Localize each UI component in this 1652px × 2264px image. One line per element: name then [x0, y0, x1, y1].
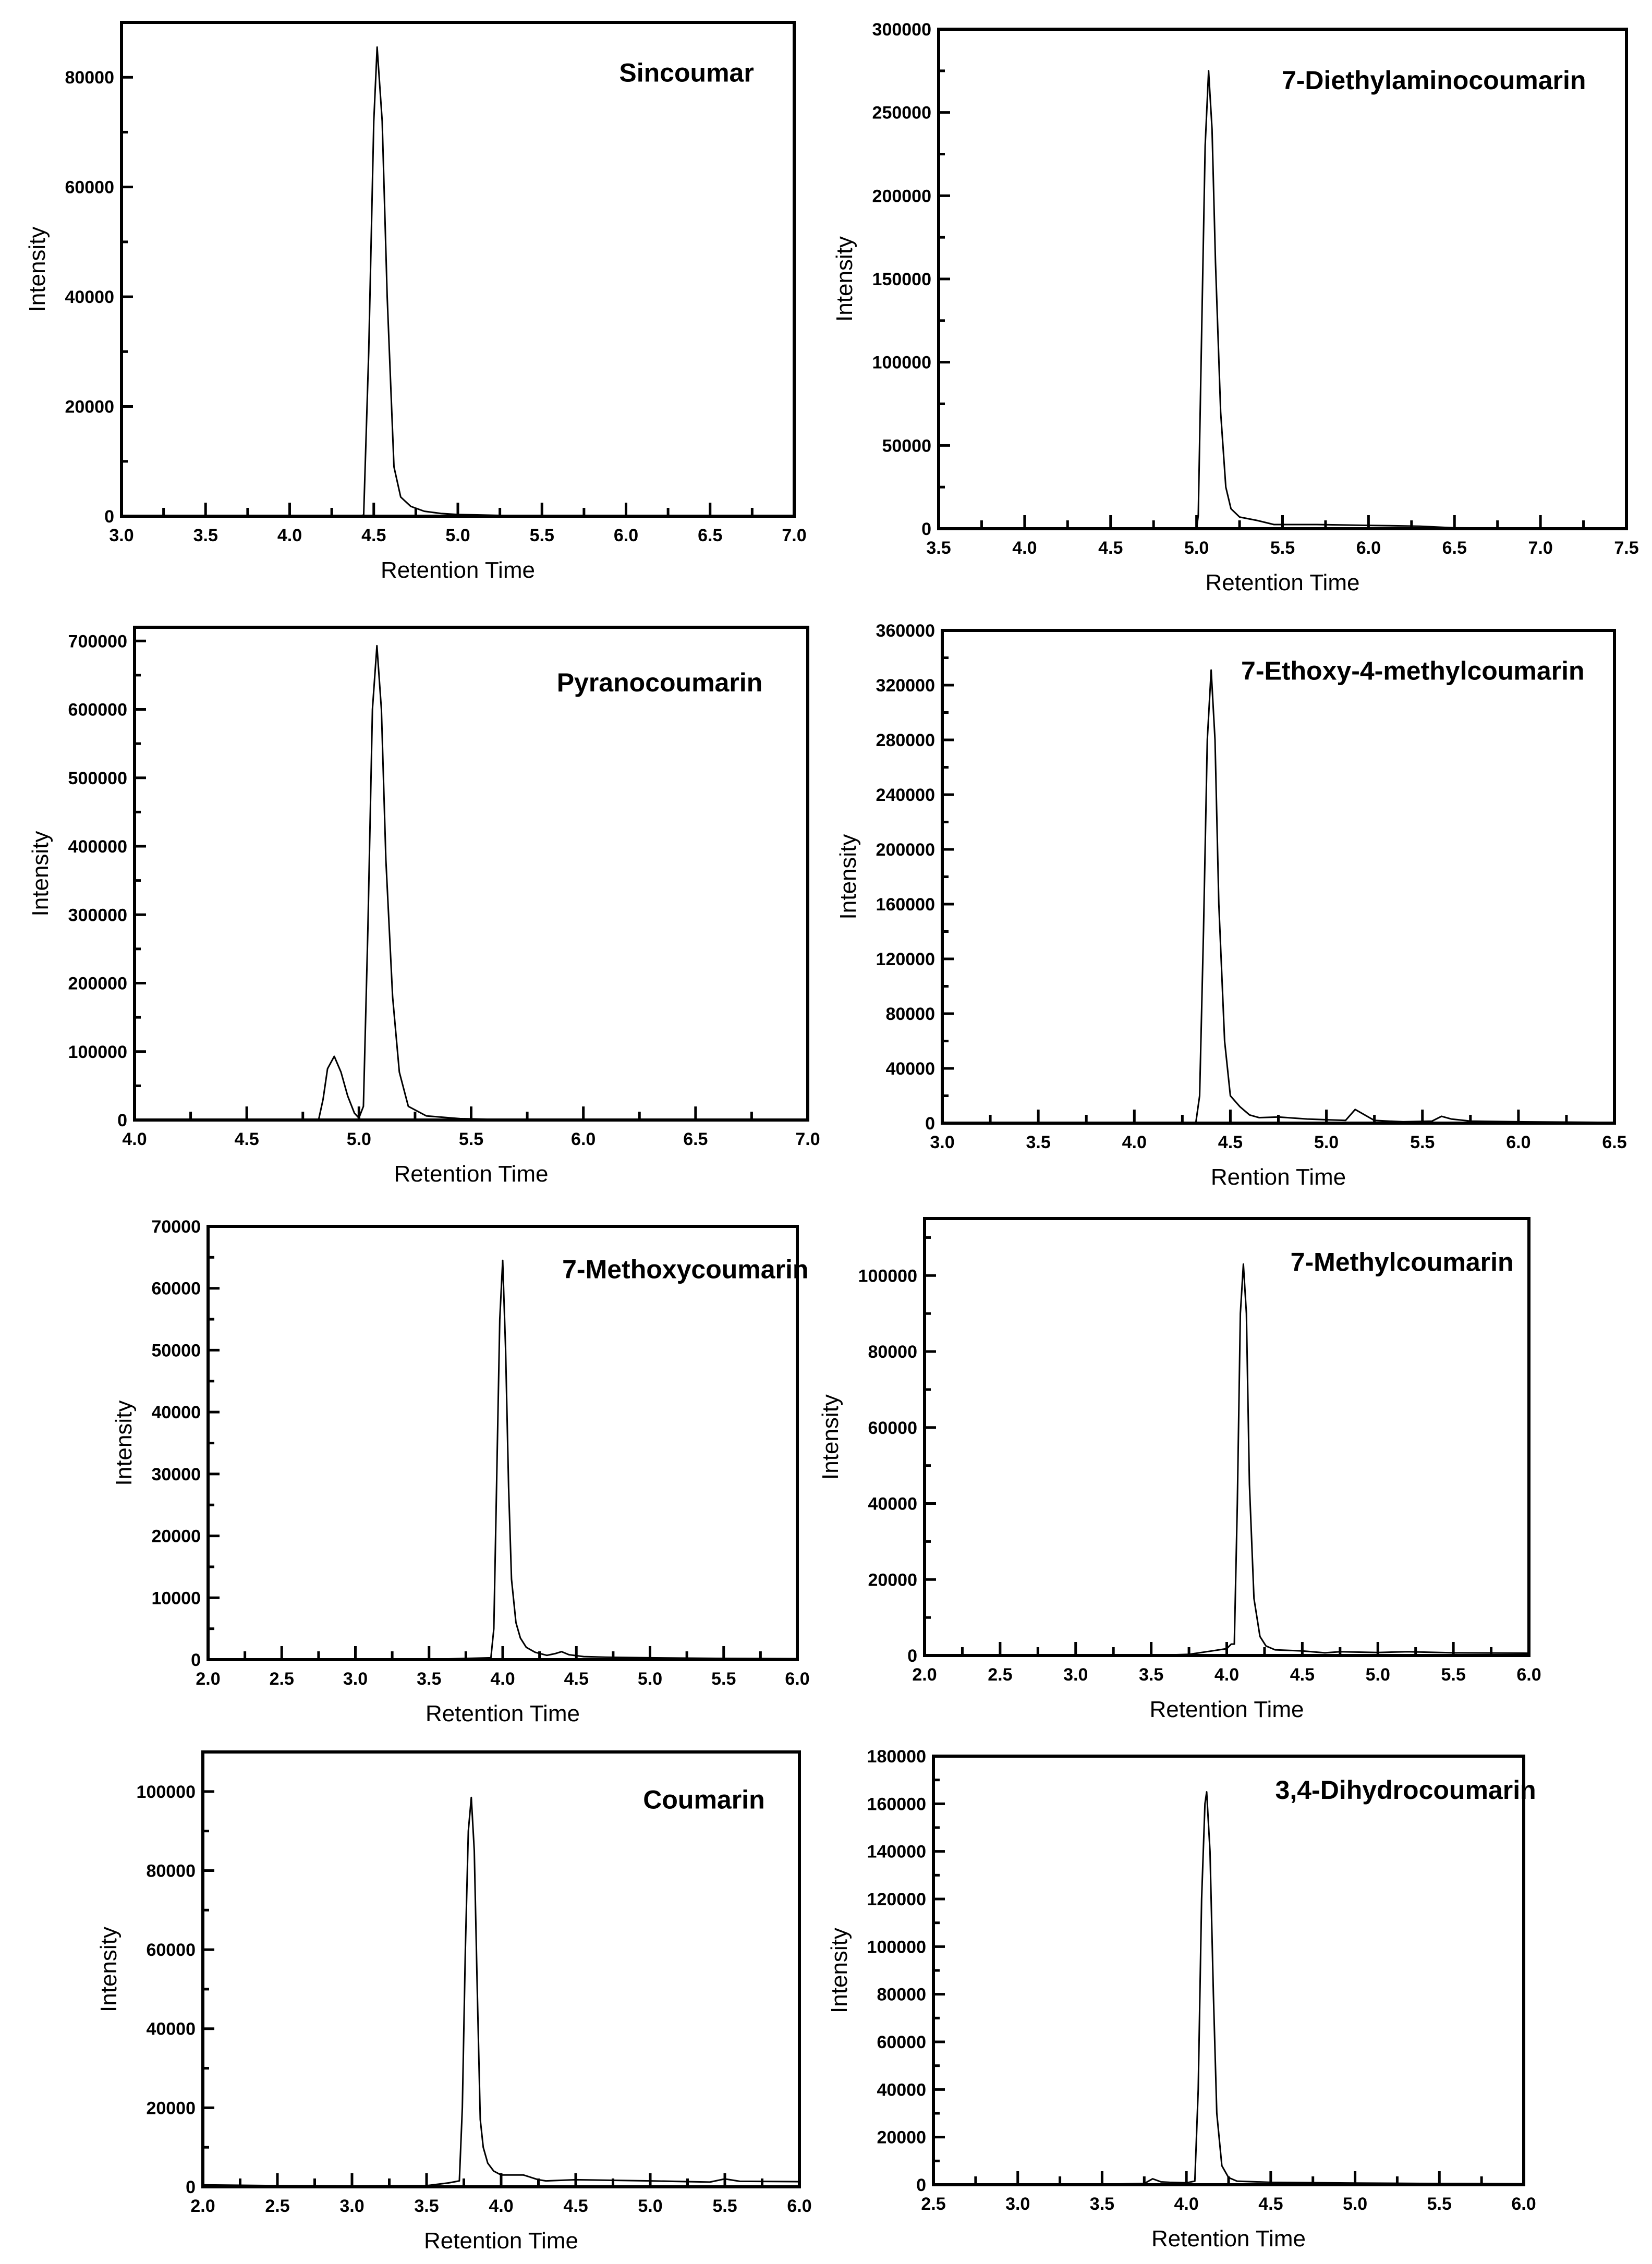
x-tick-label: 6.0 [1511, 2194, 1536, 2214]
x-tick-label: 6.0 [1356, 538, 1381, 558]
y-tick-label: 0 [916, 2175, 926, 2195]
x-tick-label: 7.5 [1614, 538, 1639, 558]
y-tick-label: 200000 [872, 186, 931, 206]
x-tick-label: 4.0 [1214, 1665, 1240, 1685]
y-tick-label: 200000 [876, 840, 935, 860]
y-tick-label: 80000 [65, 68, 114, 88]
x-tick-label: 4.0 [489, 2196, 514, 2216]
y-tick-label: 500000 [68, 768, 127, 788]
compound-name-label: Coumarin [643, 1785, 765, 1815]
y-tick-label: 40000 [151, 1403, 201, 1423]
x-tick-label: 7.0 [782, 526, 807, 545]
x-tick-label: 2.5 [265, 2196, 290, 2216]
x-tick-label: 7.0 [1528, 538, 1553, 558]
y-tick-label: 60000 [65, 177, 114, 198]
y-tick-label: 320000 [876, 676, 935, 696]
y-tick-label: 80000 [877, 1985, 926, 2005]
x-tick-label: 5.0 [346, 1129, 371, 1149]
x-tick-label: 4.0 [1122, 1133, 1147, 1152]
y-tick-label: 60000 [146, 1940, 196, 1961]
x-tick-label: 2.0 [190, 2196, 215, 2216]
y-tick-label: 20000 [146, 2098, 196, 2119]
y-tick-label: 160000 [867, 1794, 926, 1815]
x-tick-label: 2.0 [196, 1669, 221, 1689]
x-tick-label: 6.0 [1516, 1665, 1541, 1685]
x-axis-title: Retention Time [1151, 2226, 1306, 2251]
x-tick-label: 3.0 [930, 1133, 955, 1152]
x-tick-label: 2.5 [269, 1669, 294, 1689]
y-axis-title: Intensity [96, 1927, 122, 2012]
x-tick-label: 7.0 [795, 1129, 820, 1149]
x-tick-label: 5.0 [445, 526, 470, 545]
x-tick-label: 3.0 [1063, 1665, 1088, 1685]
y-tick-label: 160000 [876, 895, 935, 915]
x-tick-label: 3.5 [414, 2196, 439, 2216]
compound-name-label: Pyranocoumarin [556, 667, 763, 697]
y-axis-title: Intensity [818, 1394, 843, 1480]
x-tick-label: 3.0 [339, 2196, 365, 2216]
y-axis-title: Intensity [827, 1928, 852, 2013]
y-tick-label: 40000 [877, 2080, 926, 2100]
y-tick-label: 280000 [876, 731, 935, 750]
y-tick-label: 70000 [151, 1217, 201, 1237]
x-tick-label: 4.5 [361, 526, 386, 545]
x-tick-label: 2.5 [988, 1665, 1013, 1685]
y-tick-label: 100000 [68, 1042, 127, 1062]
y-tick-label: 300000 [68, 905, 127, 926]
x-tick-label: 5.0 [1184, 538, 1209, 558]
x-tick-label: 4.0 [1012, 538, 1037, 558]
x-tick-label: 6.0 [571, 1129, 596, 1149]
y-tick-label: 20000 [65, 397, 114, 417]
y-tick-label: 120000 [867, 1890, 926, 1909]
y-tick-label: 50000 [151, 1341, 201, 1361]
y-tick-label: 150000 [872, 270, 931, 289]
y-tick-label: 100000 [858, 1266, 917, 1286]
y-tick-label: 100000 [136, 1782, 196, 1802]
x-axis-title: Retention Time [381, 557, 535, 583]
x-tick-label: 4.0 [490, 1669, 515, 1689]
x-tick-label: 5.0 [1342, 2194, 1368, 2214]
compound-name-label: 7-Ethoxy-4-methylcoumarin [1241, 656, 1585, 686]
x-tick-label: 4.0 [122, 1129, 147, 1149]
x-tick-label: 6.0 [787, 2196, 812, 2216]
x-tick-label: 6.5 [1602, 1133, 1627, 1152]
compound-name-label: 3,4-Dihydrocoumarin [1275, 1775, 1536, 1805]
y-axis-title: Intensity [28, 831, 53, 917]
x-tick-label: 4.5 [1290, 1665, 1315, 1685]
x-tick-label: 5.5 [529, 526, 554, 545]
x-axis-title: Retention Time [426, 1701, 580, 1726]
y-tick-label: 100000 [872, 352, 931, 373]
compound-name-label: 7-Diethylaminocoumarin [1281, 65, 1586, 95]
y-tick-label: 40000 [868, 1494, 917, 1514]
x-tick-label: 6.5 [698, 526, 723, 545]
compound-name-label: Sincoumar [619, 58, 754, 88]
y-tick-label: 40000 [65, 287, 114, 308]
x-tick-label: 5.5 [711, 1669, 736, 1689]
x-tick-label: 6.0 [1506, 1133, 1531, 1152]
y-tick-label: 80000 [146, 1861, 196, 1881]
x-tick-label: 5.0 [1314, 1133, 1339, 1152]
x-tick-label: 5.5 [1427, 2194, 1452, 2214]
compound-name-label: 7-Methoxycoumarin [562, 1255, 809, 1284]
x-tick-label: 4.5 [1218, 1133, 1243, 1152]
y-tick-label: 60000 [877, 2032, 926, 2052]
y-tick-label: 0 [117, 1111, 127, 1130]
y-tick-label: 60000 [151, 1279, 201, 1299]
x-tick-label: 4.0 [277, 526, 302, 545]
y-tick-label: 20000 [868, 1570, 917, 1590]
y-tick-label: 40000 [146, 2019, 196, 2039]
x-tick-label: 4.5 [563, 2196, 588, 2216]
x-tick-label: 5.5 [1410, 1133, 1435, 1152]
y-tick-label: 60000 [868, 1418, 917, 1438]
x-axis-title: Retention Time [1149, 1697, 1304, 1722]
y-tick-label: 20000 [151, 1526, 201, 1547]
x-tick-label: 6.5 [683, 1129, 708, 1149]
y-tick-label: 80000 [868, 1342, 917, 1362]
x-tick-label: 4.5 [1258, 2194, 1283, 2214]
x-tick-label: 6.5 [1442, 538, 1467, 558]
x-tick-label: 6.0 [613, 526, 639, 545]
y-axis-title: Intensity [25, 226, 50, 312]
x-tick-label: 5.0 [637, 1669, 663, 1689]
y-tick-label: 250000 [872, 103, 931, 123]
x-tick-label: 4.5 [234, 1129, 259, 1149]
y-tick-label: 400000 [68, 837, 127, 857]
y-tick-label: 80000 [885, 1004, 935, 1024]
x-axis-title: Retention Time [1205, 570, 1360, 595]
x-tick-label: 3.5 [1026, 1133, 1051, 1152]
y-tick-label: 0 [191, 1650, 201, 1670]
x-tick-label: 2.0 [912, 1665, 937, 1685]
x-tick-label: 3.5 [193, 526, 218, 545]
x-tick-label: 4.5 [564, 1669, 589, 1689]
y-axis-title: Intensity [111, 1400, 137, 1486]
y-tick-label: 120000 [876, 950, 935, 969]
x-tick-label: 5.0 [638, 2196, 663, 2216]
y-axis-title: Intensity [835, 834, 861, 920]
x-axis-title: Retention Time [394, 1161, 549, 1187]
x-tick-label: 5.0 [1365, 1665, 1390, 1685]
y-tick-label: 0 [921, 519, 931, 539]
x-tick-label: 3.0 [109, 526, 134, 545]
x-tick-label: 5.5 [712, 2196, 737, 2216]
y-tick-label: 30000 [151, 1464, 201, 1484]
x-tick-label: 3.0 [343, 1669, 368, 1689]
y-tick-label: 10000 [151, 1588, 201, 1609]
x-tick-label: 5.5 [458, 1129, 484, 1149]
x-tick-label: 3.5 [1089, 2194, 1115, 2214]
y-tick-label: 50000 [882, 436, 931, 456]
x-tick-label: 5.5 [1441, 1665, 1466, 1685]
y-tick-label: 200000 [68, 973, 127, 994]
x-tick-label: 3.5 [417, 1669, 442, 1689]
compound-name-label: 7-Methylcoumarin [1290, 1247, 1514, 1277]
y-tick-label: 20000 [877, 2127, 926, 2148]
y-tick-label: 0 [907, 1646, 917, 1666]
x-tick-label: 3.0 [1005, 2194, 1030, 2214]
y-tick-label: 300000 [872, 20, 931, 40]
x-tick-label: 2.5 [921, 2194, 946, 2214]
y-tick-label: 40000 [885, 1059, 935, 1079]
y-tick-label: 700000 [68, 631, 127, 652]
x-tick-label: 4.0 [1174, 2194, 1199, 2214]
x-tick-label: 3.5 [1138, 1665, 1164, 1685]
y-axis-title: Intensity [832, 236, 857, 322]
x-tick-label: 6.0 [785, 1669, 810, 1689]
y-tick-label: 180000 [867, 1747, 926, 1767]
y-tick-label: 360000 [876, 621, 935, 641]
y-tick-label: 0 [186, 2177, 196, 2197]
x-tick-label: 4.5 [1098, 538, 1123, 558]
y-tick-label: 0 [104, 507, 114, 527]
x-axis-title: Rention Time [1210, 1164, 1346, 1190]
x-tick-label: 3.5 [926, 538, 951, 558]
x-axis-title: Retention Time [424, 2228, 578, 2254]
y-tick-label: 140000 [867, 1842, 926, 1862]
y-tick-label: 100000 [867, 1937, 926, 1957]
x-tick-label: 5.5 [1270, 538, 1295, 558]
y-tick-label: 240000 [876, 785, 935, 805]
y-tick-label: 0 [925, 1114, 935, 1134]
y-tick-label: 600000 [68, 700, 127, 720]
